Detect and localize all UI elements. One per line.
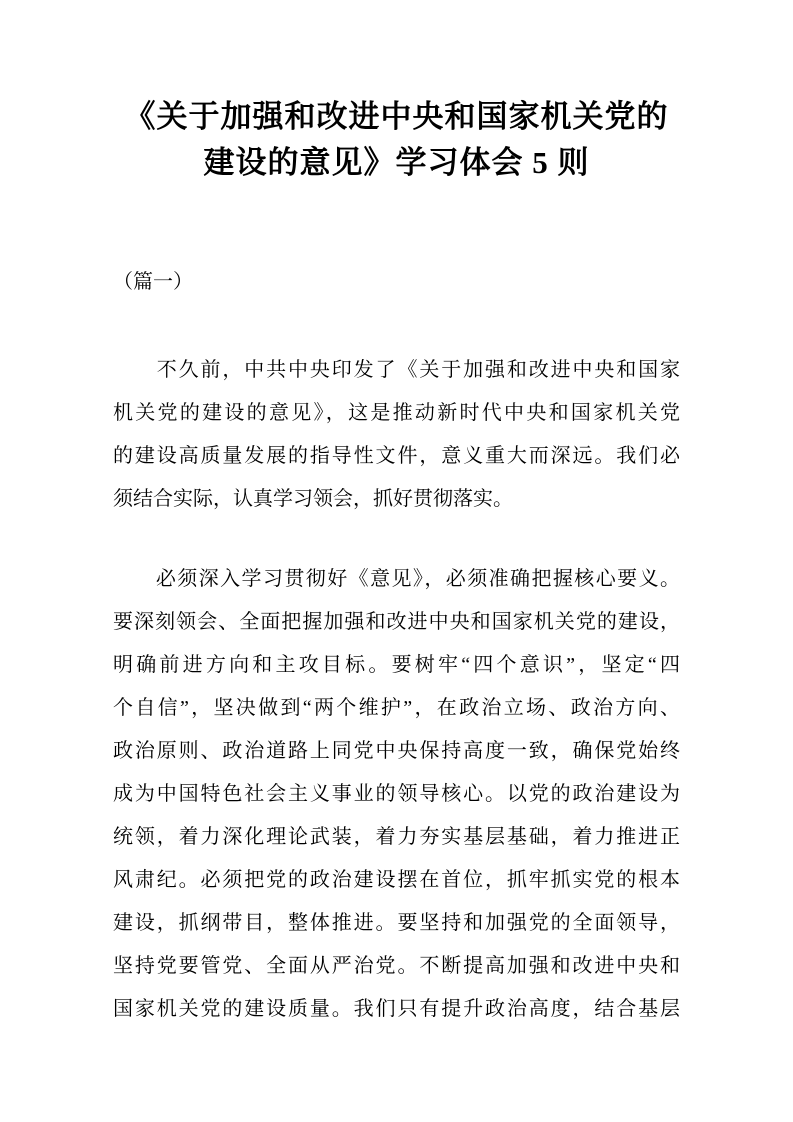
text-line: 个自信”，坚决做到“两个维护”，在政治立场、政治方向、 — [113, 697, 680, 719]
paragraph-1 — [113, 349, 680, 521]
section-label: （篇一） — [113, 271, 193, 293]
text-line: 坚持党要管党、全面从严治党。不断提高加强和改进中央和 — [113, 955, 680, 977]
text-line: 国家机关党的建设质量。我们只有提升政治高度，结合基层 — [113, 998, 680, 1020]
text-line: 的建设高质量发展的指导性文件，意义重大而深远。我们必 — [113, 445, 680, 467]
paragraph-2 — [113, 558, 680, 1031]
title-line: 《关于加强和改进中央和国家机关党的 — [124, 99, 669, 134]
text-line: 明确前进方向和主攻目标。要树牢“四个意识”，坚定“四 — [113, 654, 680, 676]
title-line: 建设的意见》学习体会 5 则 — [203, 145, 590, 180]
text-line: 机关党的建设的意见》，这是推动新时代中央和国家机关党 — [113, 402, 680, 424]
text-line: 风肃纪。必须把党的政治建设摆在首位，抓牢抓实党的根本 — [113, 869, 680, 891]
text-line: 统领，着力深化理论武装，着力夯实基层基础，着力推进正 — [113, 826, 680, 848]
text-line: 要深刻领会、全面把握加强和改进中央和国家机关党的建设， — [113, 611, 680, 633]
document-title — [0, 94, 793, 186]
text-line: 建设，抓纲带目，整体推进。要坚持和加强党的全面领导， — [113, 912, 680, 934]
text-line: 必须深入学习贯彻好《意见》，必须准确把握核心要义。 — [113, 568, 680, 590]
text-line: 须结合实际，认真学习领会，抓好贯彻落实。 — [113, 488, 513, 510]
text-line: 政治原则、政治道路上同党中央保持高度一致，确保党始终 — [113, 740, 680, 762]
text-line: 不久前，中共中央印发了《关于加强和改进中央和国家 — [113, 359, 680, 381]
text-line: 成为中国特色社会主义事业的领导核心。以党的政治建设为 — [113, 783, 680, 805]
